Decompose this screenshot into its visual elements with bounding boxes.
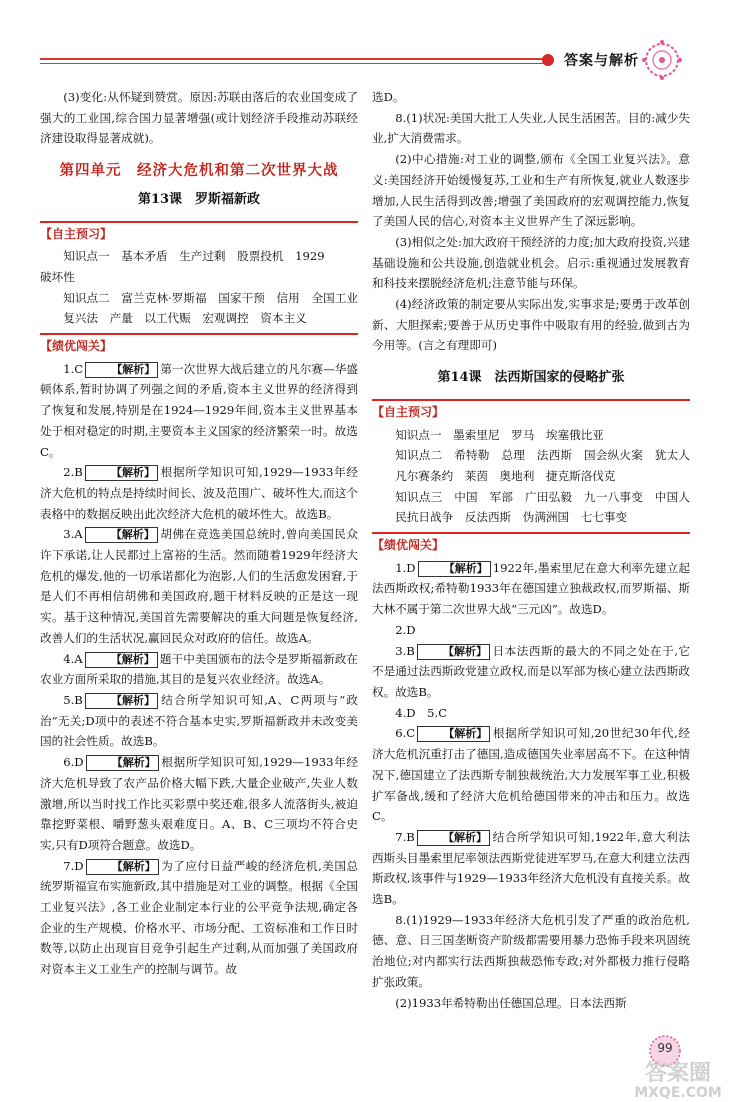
answer-4-5: 4.D 5.C bbox=[395, 705, 448, 720]
knowledge-point-1: 知识点一 基本矛盾 生产过剩 股票投机 1929 bbox=[63, 249, 325, 264]
answer-3: 3.B 【解析】 日本法西斯的最大的不同之处在于,它不是通过法西斯政党建立政权,而是以军部为核心建立法西斯政权。故选B。 bbox=[372, 643, 690, 699]
answer-2: 2.B 【解析】 根据所学知识可知,1929—1933年经济大危机的特点是持续时间长、波及范围广、破坏性大,而这个表格中的数据反映出此次经济大危机的破坏性大。故选B。 bbox=[40, 465, 358, 521]
flower-ornament-icon bbox=[640, 38, 684, 82]
analysis-tag: 【解析】 bbox=[417, 726, 490, 742]
knowledge-point-2: 知识点二 希特勒 总理 法西斯 国会纵火案 犹太人 凡尔赛条约 莱茵 奥地利 捷克斯洛伐克 bbox=[395, 448, 702, 483]
knowledge-point-3: 知识点三 中国 军部 广田弘毅 九一八事变 中国人民抗日战争 反法西斯 伪满洲国 七七事变 bbox=[395, 489, 690, 525]
answer-5: 5.B 【解析】 结合所学知识可知,A、C两项与“政治”无关;D项中的表述不符合基本史实,罗斯福新政并未改变美国的社会性质。故选B。 bbox=[40, 692, 358, 749]
answer-7: 7.D 【解析】 为了应付日益严峻的经济危机,美国总统罗斯福宣布实施新政,其中措施是对工业的调整。根据《全国工业复兴法》,各工业企业制定本行业的公平竞争法规,确定各企业的生产规模、价格水平、市场分配、工资标准和工作日时数等,以防止出现盲目竞争引起生产过剩,从而加强了美国政府对资本主义工业生产的控制与调节。故 bbox=[40, 858, 358, 977]
preview-section-header bbox=[40, 221, 358, 245]
answer-8-2: (2)中心措施:对工业的调整,颁布《全国工业复兴法》。意义:美国经济开始缓慢复苏,工业和生产有所恢复,就业人数逐步增加,人民生活得到改善;增强了美国政府的宏观调控能力,恢复了美国人民的信心,对资本主义世界产生了深远影响。 bbox=[372, 152, 690, 229]
answer-8-1: 8.(1)1929—1933年经济大危机引发了严重的政治危机,德、意、日三国垄断资产阶级都需要用暴力恐怖手段来巩固统治地位;对内都实行法西斯独裁恐怖专政;对外都极力推行侵略扩张政策。 bbox=[372, 912, 690, 989]
answer-8-1: 8.(1)状况:美国大批工人失业,人民生活困苦。目的:减少失业,扩大消费需求。 bbox=[372, 110, 690, 146]
practice-label: 【绩优闯关】 bbox=[40, 339, 113, 354]
analysis-tag: 【解析】 bbox=[418, 561, 491, 577]
answer-1: 1.C 【解析】 第一次世界大战后建立的凡尔赛—华盛顿体系,暂时协调了列强之间的矛盾,资本主义世界的经济得到了恢复和发展,特别是在1924—1929年间,资本主义世界基本处于相对稳定的时期,主要资本主义国家的经济繁荣一时。故选C。 bbox=[40, 361, 358, 459]
header-title: 答案与解析 bbox=[564, 53, 639, 69]
page-number: 99 bbox=[657, 1041, 673, 1055]
left-column bbox=[40, 87, 358, 980]
answer-4: 4.A 【解析】 题干中美国颁布的法令是罗斯福新政在农业方面所采取的措施,其目的是复兴农业经济。故选A。 bbox=[40, 651, 358, 687]
lesson-13-title: 第13课 罗斯福新政 bbox=[137, 191, 261, 207]
svg-text:MXQE.COM: MXQE.COM bbox=[634, 1085, 722, 1100]
preview-label: 【自主预习】 bbox=[40, 226, 113, 241]
analysis-tag: 【解析】 bbox=[85, 652, 158, 668]
preview-label: 【自主预习】 bbox=[372, 404, 445, 419]
answer-6: 6.D 【解析】 根据所学知识可知,1929—1933年经济大危机导致了农产品价格大幅下跌,大量企业破产,失业人数激增,所以当时找工作比买彩票中奖还难,很多人流落街头,被迫靠挖野菜根、嚼野葱头艰难度日。A、B、C三项均不符合史实,只有D项符合题意。故选D。 bbox=[40, 755, 358, 852]
answer-6: 6.C 【解析】 根据所学知识可知,20世纪30年代,经济大危机沉重打击了德国,造成德国失业率居高不下。在这种情况下,德国建立了法西斯专制独裁统治,大力发展军事工业,积极扩军备战,缓和了经济大危机给德国带来的冲击和压力。故选C。 bbox=[372, 726, 690, 824]
header-rule-thin bbox=[40, 63, 548, 64]
unit-title: 第四单元 经济大危机和第二次世界大战 bbox=[59, 162, 339, 180]
practice-label: 【绩优闯关】 bbox=[372, 538, 445, 553]
answer-8-4: (4)经济政策的制定要从实际出发,实事求是;要勇于改革创新、大胆探索;要善于从历史事件中吸取有用的经验,做到古为今用等。(言之有理即可) bbox=[372, 297, 690, 353]
analysis-tag: 【解析】 bbox=[417, 830, 490, 846]
lesson-14-title: 第14课 法西斯国家的侵略扩张 bbox=[437, 370, 625, 386]
answer-3: 3.A 【解析】 胡佛在竞选美国总统时,曾向美国民众许下承诺,让人民都过上富裕的生活。然而随着1929年经济大危机的爆发,他的一切承诺都化为泡影,人们的生活愈发困窘,于是人们不再相信胡佛和美国政府,题干材料反映的正是这一现实。基于这种情况,美国首先需要解决的重大问题是恢复经济,改善人们的生活状况,赢回民众对政府的信任。故选A。 bbox=[40, 527, 358, 645]
right-column bbox=[372, 87, 702, 1013]
analysis-tag: 【解析】 bbox=[417, 644, 490, 660]
header-rule bbox=[40, 58, 548, 60]
knowledge-point-1: 知识点一 墨索里尼 罗马 埃塞俄比亚 bbox=[395, 427, 604, 442]
knowledge-point-2: 知识点二 富兰克林·罗斯福 国家干预 信用 全国工业复兴法 产量 以工代赈 宏观调控 资本主义 bbox=[63, 290, 358, 326]
answer-7-end: 选D。 bbox=[372, 90, 405, 104]
practice-section-header bbox=[40, 333, 358, 357]
analysis-tag: 【解析】 bbox=[86, 755, 159, 771]
analysis-tag: 【解析】 bbox=[85, 465, 158, 481]
answer-8-2: (2)1933年希特勒出任德国总理。日本法西斯 bbox=[395, 995, 627, 1010]
svg-text:答案圈: 答案圈 bbox=[644, 1061, 712, 1086]
analysis-tag: 【解析】 bbox=[86, 859, 159, 875]
header-dot-icon bbox=[542, 54, 554, 66]
practice-section-header bbox=[372, 532, 690, 556]
answer-7: 7.B 【解析】 结合所学知识可知,1922年,意大利法西斯头目墨索里尼率领法西斯党徒进军罗马,在意大利建立法西斯政权,该事件与1929—1933年经济大危机没有直接关系。故选B。 bbox=[372, 829, 690, 907]
answer-2: 2.D bbox=[395, 622, 416, 637]
knowledge-point-1-cont: 破坏性 bbox=[40, 269, 75, 284]
analysis-tag: 【解析】 bbox=[85, 527, 158, 543]
watermark-logo bbox=[612, 1058, 744, 1100]
answer-change-paragraph: (3)变化:从怀疑到赞赏。原因:苏联由落后的农业国变成了强大的工业国,综合国力显著增强(或计划经济手段推动苏联经济建设取得显著成就)。 bbox=[40, 90, 358, 146]
answer-8-3: (3)相似之处:加大政府干预经济的力度;加大政府投资,兴建基础设施和公共设施,创造就业机会。启示:重视通过发展教育和科技来摆脱经济危机;注意节能与环保。 bbox=[372, 234, 690, 291]
analysis-tag: 【解析】 bbox=[85, 362, 158, 378]
analysis-tag: 【解析】 bbox=[85, 693, 158, 709]
answer-1: 1.D 【解析】 1922年,墨索里尼在意大利率先建立起法西斯政权;希特勒1933年在德国建立独裁政权,而罗斯福、斯大林不属于第二次世界大战“三元凶”。故选D。 bbox=[372, 560, 690, 617]
preview-section-header bbox=[372, 399, 690, 423]
